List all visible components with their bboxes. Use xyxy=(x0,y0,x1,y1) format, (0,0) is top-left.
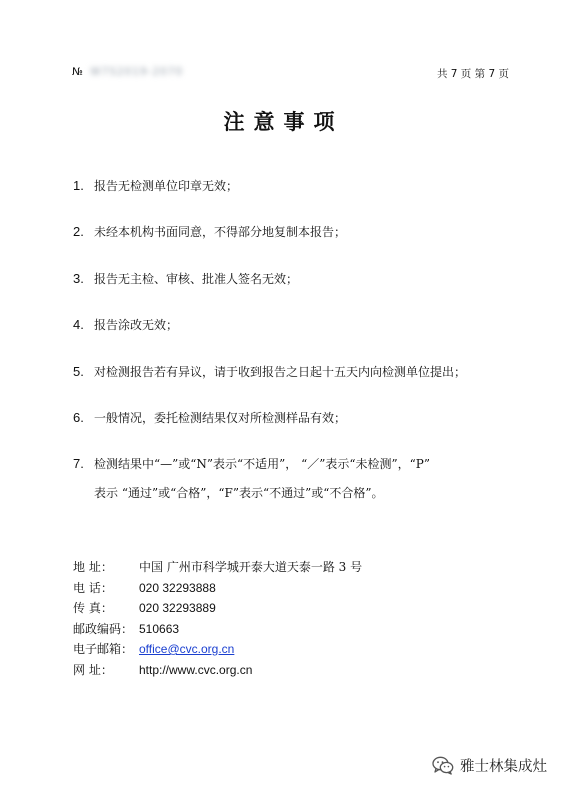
website-label: 网 址： xyxy=(73,662,113,677)
notice-text: 一般情况，委托检测结果仅对所检测样品有效； xyxy=(94,411,347,425)
fax-label: 传 真： xyxy=(73,601,113,615)
page-header xyxy=(72,66,509,84)
page-title: 注意事项 xyxy=(223,110,344,134)
fax-row xyxy=(73,598,493,619)
contact-block xyxy=(73,557,493,680)
notice-number: 1. xyxy=(73,178,84,193)
report-number-value: W7S2019-2070 xyxy=(90,66,184,78)
email-label: 电子邮箱： xyxy=(73,642,134,656)
notice-number: 5. xyxy=(73,364,84,379)
report-number-mark: № xyxy=(72,66,83,78)
notice-text: 对检测报告若有异议，请于收到报告之日起十五天内向检测单位提出； xyxy=(94,365,467,379)
phone-label: 电 话： xyxy=(73,580,113,595)
notice-text: 报告涂改无效； xyxy=(94,318,179,332)
notice-item xyxy=(73,362,537,382)
notice-item xyxy=(73,315,537,335)
notice-item xyxy=(73,222,537,242)
address-value: 中国 广州市科学城开泰大道天泰一路 3 号 xyxy=(139,560,363,574)
address-label: 地 址： xyxy=(73,560,113,574)
email-link[interactable]: office@cvc.org.cn xyxy=(139,642,235,656)
address-row xyxy=(73,557,493,578)
postcode-row xyxy=(73,619,493,640)
notice-text: 未经本机构书面同意，不得部分地复制本报告； xyxy=(94,225,347,239)
phone-row xyxy=(73,578,493,599)
notice-number: 2. xyxy=(73,224,84,239)
website-value: http://www.cvc.org.cn xyxy=(139,662,253,677)
notice-item xyxy=(73,408,537,428)
page-count: 共 7 页 第 7 页 xyxy=(436,68,509,80)
notice-text-continued: 表示 “通过”或“合格”，“F”表示“不通过”或“不合格”。 xyxy=(94,486,384,500)
notice-item xyxy=(73,454,537,503)
postcode-label: 邮政编码： xyxy=(73,621,134,636)
notice-number: 7. xyxy=(73,456,84,471)
notice-text: 检测结果中“—”或“N”表示“不适用”， “／”表示“未检测”，“P” xyxy=(94,457,431,471)
report-number xyxy=(72,66,183,78)
website-row xyxy=(73,660,493,681)
notice-item xyxy=(73,176,537,196)
notice-item xyxy=(73,269,537,289)
notice-number: 3. xyxy=(73,271,84,286)
email-row xyxy=(73,639,493,660)
notice-text: 报告无检测单位印章无效； xyxy=(94,179,239,193)
watermark xyxy=(432,755,547,776)
notice-number: 6. xyxy=(73,410,84,425)
notice-text: 报告无主检、审核、批准人签名无效； xyxy=(94,272,299,286)
fax-value: 020 32293889 xyxy=(139,601,216,615)
notice-list xyxy=(73,176,537,503)
notice-number: 4. xyxy=(73,317,84,332)
wechat-icon xyxy=(432,756,454,775)
phone-value: 020 32293888 xyxy=(139,580,216,595)
watermark-text: 雅士林集成灶 xyxy=(460,759,547,775)
postcode-value: 510663 xyxy=(139,621,180,636)
